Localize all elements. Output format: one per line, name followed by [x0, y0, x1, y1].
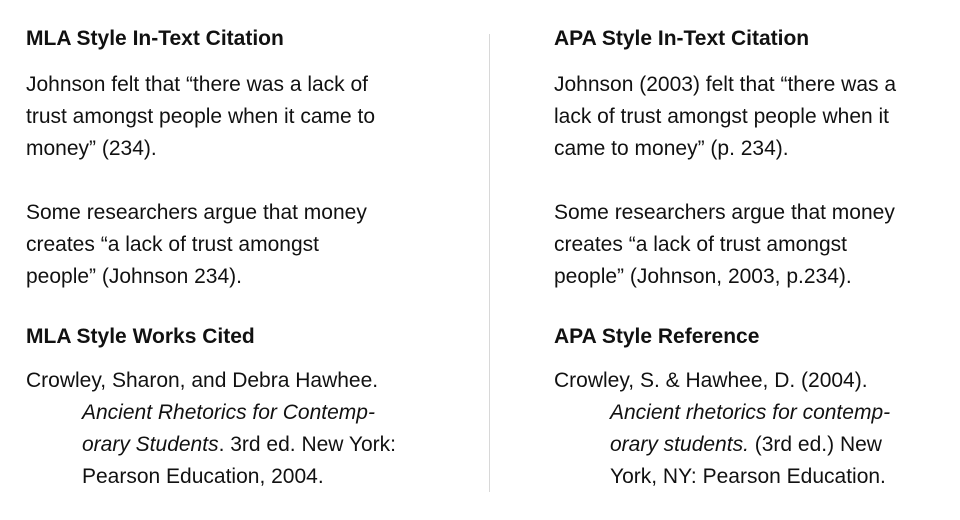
citation-line [26, 429, 466, 461]
citation-line: Crowley, Sharon, and Debra Hawhee. [26, 369, 379, 392]
text-line: Some researchers argue that money [26, 201, 367, 224]
text-line: Some researchers argue that money [554, 201, 895, 224]
citation-title-line: Ancient Rhetorics for Contemp- [82, 401, 375, 424]
mla-intext-example-1 [26, 69, 466, 165]
citation-title-text: orary students. [610, 433, 749, 456]
text-line: people” (Johnson 234). [26, 265, 242, 288]
citation-line: Pearson Education, 2004. [82, 465, 324, 488]
mla-intext-example-2 [26, 197, 466, 293]
mla-works-cited-entry [26, 365, 466, 493]
citation-line [554, 429, 954, 461]
citation-edition-text: (3rd ed.) New [748, 433, 882, 456]
apa-intext-example-1 [554, 69, 954, 165]
apa-reference-heading: APA Style Reference [554, 325, 760, 348]
citation-line: York, NY: Pearson Education. [610, 465, 886, 488]
apa-intext-heading: APA Style In-Text Citation [554, 27, 810, 50]
text-line: lack of trust amongst people when it [554, 105, 890, 128]
text-line: Johnson (2003) felt that “there was a [554, 73, 897, 96]
apa-column [554, 24, 954, 493]
apa-reference-entry [554, 365, 954, 493]
mla-column [26, 24, 466, 493]
apa-intext-example-2 [554, 197, 954, 293]
text-line: came to money” (p. 234). [554, 137, 789, 160]
text-line: creates “a lack of trust amongst [26, 233, 319, 256]
text-line: trust amongst people when it came to [26, 105, 376, 128]
mla-works-cited-heading: MLA Style Works Cited [26, 325, 255, 348]
text-line: money” (234). [26, 137, 157, 160]
text-line: Johnson felt that “there was a lack of [26, 73, 369, 96]
column-divider [489, 34, 490, 492]
citation-line: Crowley, S. & Hawhee, D. (2004). [554, 369, 868, 392]
mla-intext-heading: MLA Style In-Text Citation [26, 27, 284, 50]
text-line: creates “a lack of trust amongst [554, 233, 847, 256]
citation-title-text: orary Students [82, 433, 219, 456]
citation-edition-text: . 3rd ed. New York: [218, 433, 397, 456]
text-line: people” (Johnson, 2003, p.234). [554, 265, 852, 288]
citation-title-line: Ancient rhetorics for contemp- [610, 401, 891, 424]
